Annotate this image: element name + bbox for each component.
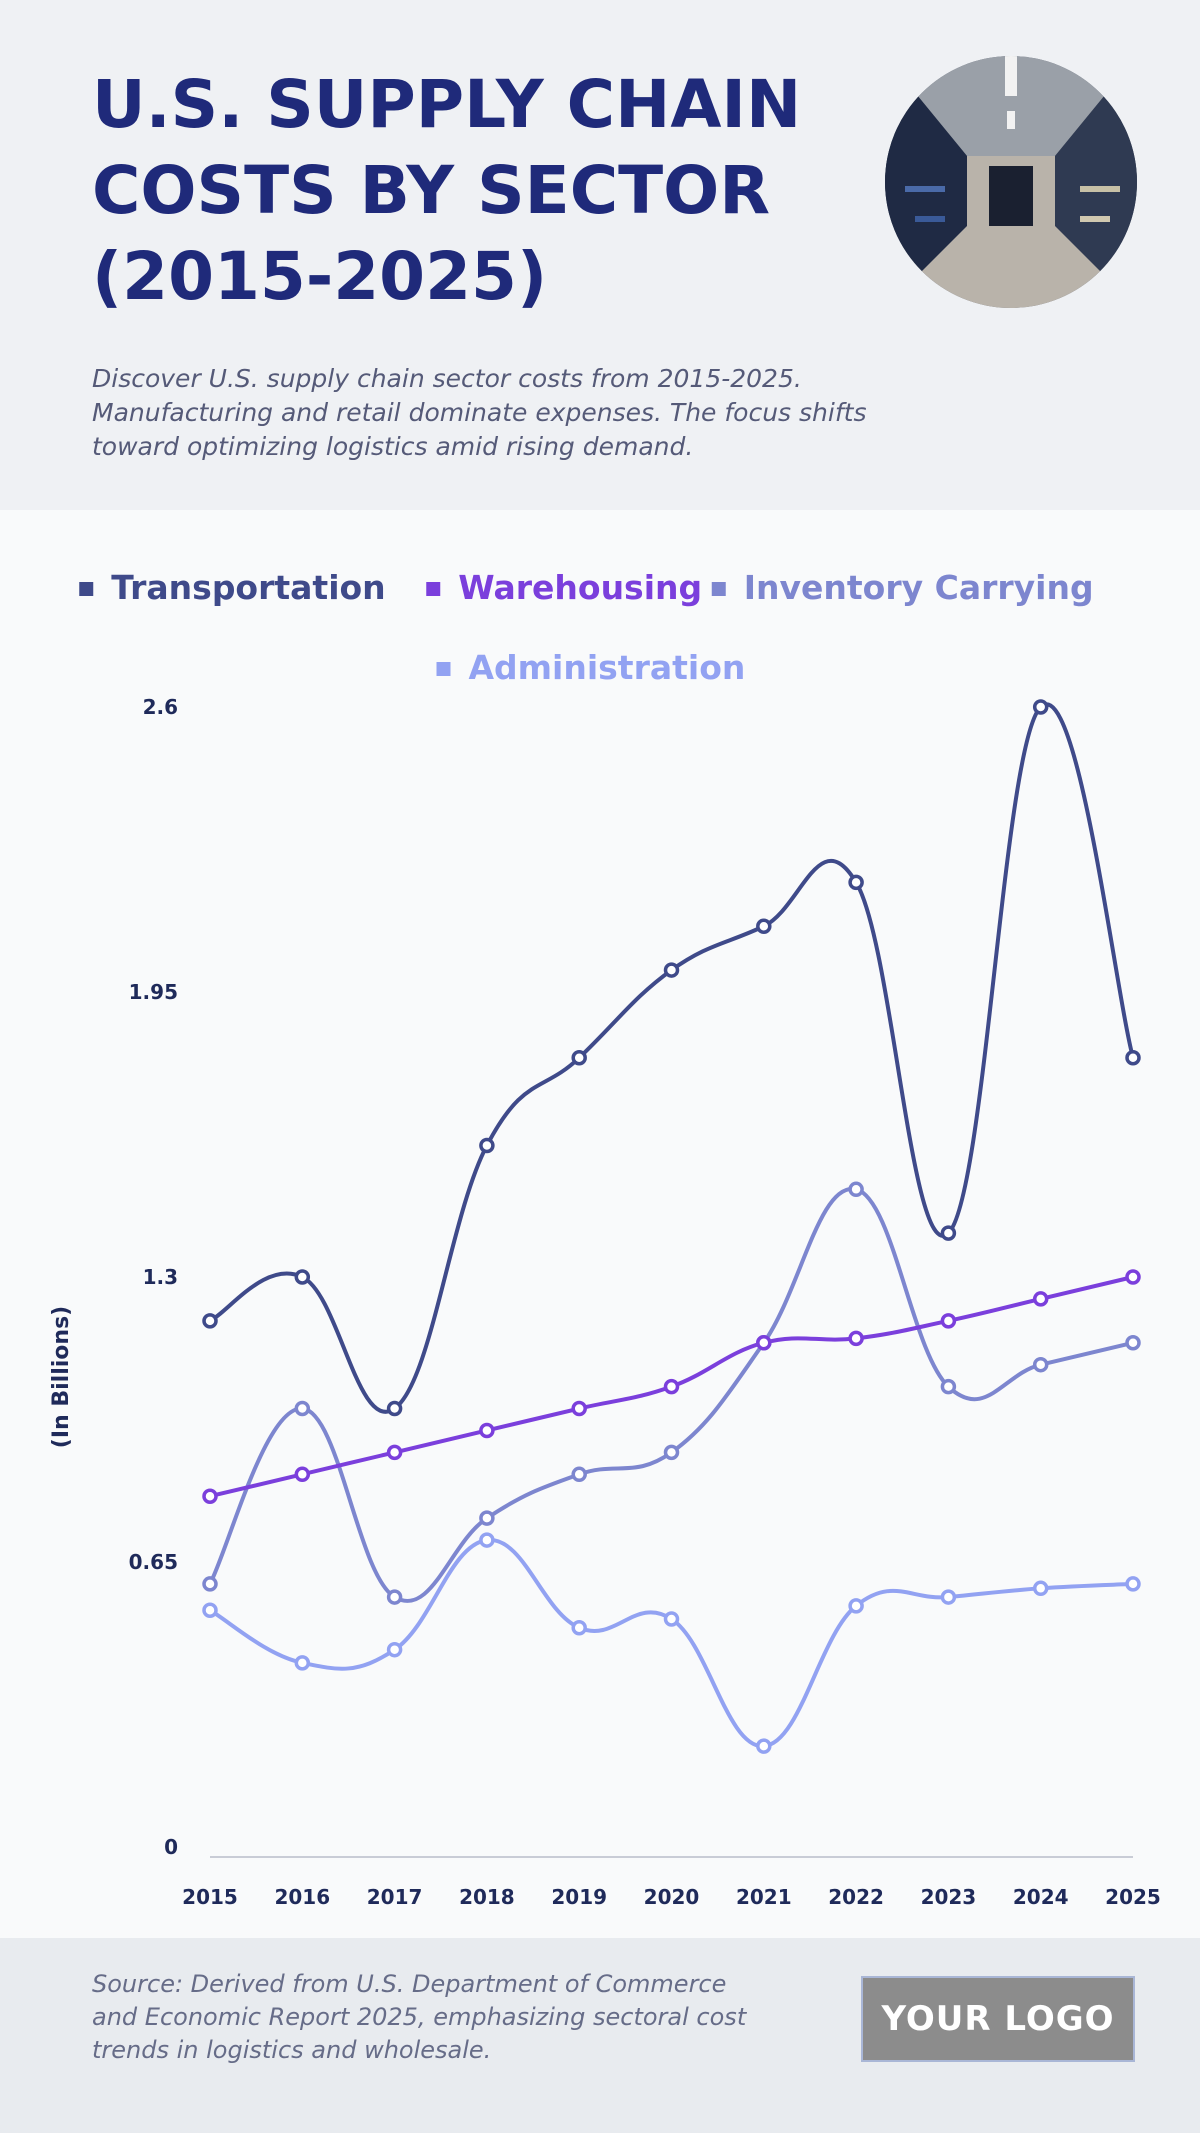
warehouse-corridor-icon	[885, 56, 1137, 308]
x-tick-label: 2025	[1105, 1885, 1161, 1909]
y-tick-label: 1.3	[142, 1265, 178, 1289]
legend-marker	[79, 582, 93, 596]
y-tick-label: 1.95	[128, 980, 178, 1004]
data-point	[1035, 1582, 1047, 1594]
data-point	[389, 1644, 401, 1656]
data-point	[942, 1381, 954, 1393]
x-tick-label: 2024	[1012, 1885, 1069, 1909]
x-tick-label: 2016	[274, 1885, 331, 1909]
x-tick-label: 2019	[551, 1885, 608, 1909]
x-tick-label: 2020	[643, 1885, 700, 1909]
x-axis	[182, 1857, 1161, 1909]
legend-label: Inventory Carrying	[743, 568, 1094, 607]
legend-label: Administration	[468, 648, 746, 687]
data-point	[666, 1381, 678, 1393]
subtitle: Discover U.S. supply chain sector costs from 2015-2025. Manufacturing and retail dominate expenses. The focus shifts toward optimizing logistics amid rising demand.	[92, 364, 867, 461]
data-point	[573, 1468, 585, 1480]
data-point	[942, 1591, 954, 1603]
data-point	[481, 1139, 493, 1151]
page-title: U.S. SUPPLY CHAIN COSTS BY SECTOR (2015-2025)	[92, 66, 802, 315]
data-point	[296, 1468, 308, 1480]
warehouse-photo	[885, 56, 1137, 308]
series-points	[204, 701, 1139, 1752]
data-point	[573, 1052, 585, 1064]
data-point	[850, 1183, 862, 1195]
data-point	[942, 1315, 954, 1327]
data-point	[1035, 701, 1047, 713]
y-tick-label: 0	[164, 1835, 178, 1859]
data-point	[389, 1591, 401, 1603]
data-point	[850, 1332, 862, 1344]
chart-area	[0, 510, 1200, 1938]
data-point	[481, 1512, 493, 1524]
line-chart	[0, 510, 1200, 1938]
data-point	[296, 1271, 308, 1283]
series-lines	[210, 704, 1133, 1746]
x-tick-label: 2017	[366, 1885, 423, 1909]
data-point	[666, 964, 678, 976]
data-point	[389, 1403, 401, 1415]
header	[0, 0, 1200, 510]
data-point	[1127, 1052, 1139, 1064]
data-point	[204, 1490, 216, 1502]
data-point	[204, 1578, 216, 1590]
data-point	[850, 1600, 862, 1612]
data-point	[758, 920, 770, 932]
data-point	[389, 1446, 401, 1458]
y-tick-label: 0.65	[128, 1550, 178, 1574]
data-point	[204, 1315, 216, 1327]
logo-placeholder: YOUR LOGO	[861, 1976, 1135, 2062]
data-point	[758, 1337, 770, 1349]
legend-marker	[437, 662, 451, 676]
data-point	[204, 1604, 216, 1616]
legend-marker	[712, 582, 726, 596]
x-tick-label: 2021	[735, 1885, 792, 1909]
data-point	[850, 876, 862, 888]
legend-marker	[426, 582, 440, 596]
y-axis	[49, 695, 178, 1859]
legend-label: Transportation	[111, 568, 386, 607]
data-point	[573, 1622, 585, 1634]
x-tick-label: 2023	[920, 1885, 977, 1909]
data-point	[481, 1534, 493, 1546]
y-axis-title: (In Billions)	[49, 1305, 74, 1449]
data-point	[1035, 1359, 1047, 1371]
legend-label: Warehousing	[458, 568, 703, 607]
footer	[0, 1938, 1200, 2133]
x-tick-label: 2018	[459, 1885, 515, 1909]
data-point	[481, 1424, 493, 1436]
data-point	[1127, 1337, 1139, 1349]
data-point	[573, 1403, 585, 1415]
y-tick-label: 2.6	[142, 695, 178, 719]
data-point	[666, 1613, 678, 1625]
x-tick-label: 2015	[182, 1885, 238, 1909]
data-point	[666, 1446, 678, 1458]
data-point	[1127, 1271, 1139, 1283]
data-point	[296, 1657, 308, 1669]
data-point	[942, 1227, 954, 1239]
series-line	[210, 1189, 1133, 1601]
chart-legend	[79, 568, 1093, 687]
source-note: Source: Derived from U.S. Department of Commerce and Economic Report 2025, emphasizing sectoral cost trends in logistics and wholesale.	[92, 1970, 747, 2064]
series-line	[210, 1540, 1133, 1746]
data-point	[758, 1740, 770, 1752]
data-point	[1035, 1293, 1047, 1305]
x-tick-label: 2022	[828, 1885, 884, 1909]
data-point	[1127, 1578, 1139, 1590]
series-line	[210, 704, 1133, 1412]
data-point	[296, 1403, 308, 1415]
